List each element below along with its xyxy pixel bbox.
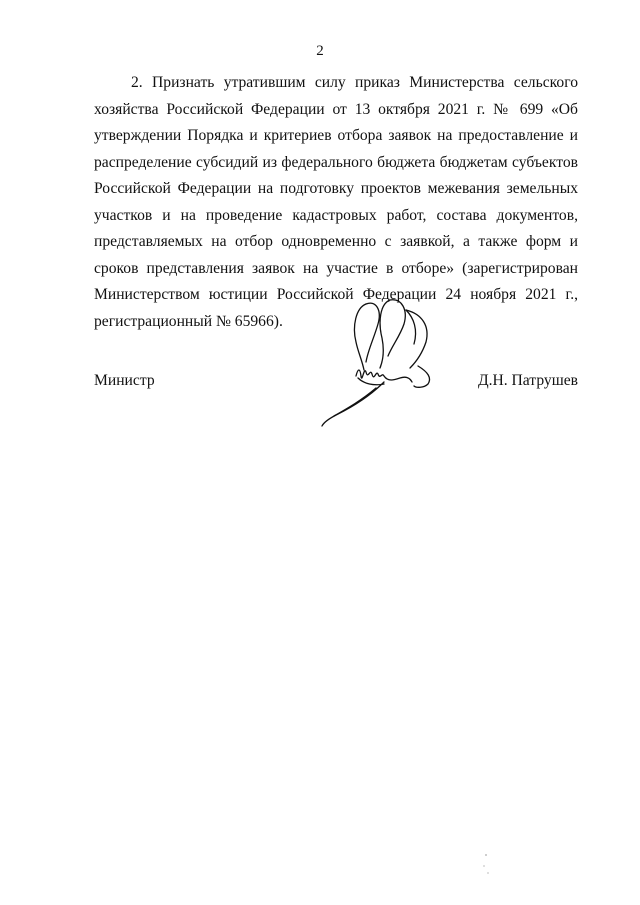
body-paragraph: 2. Признать утратившим силу приказ Министерства сельского хозяйства Российской Федерации от 13 октября 2021 г. № 699 «Об утверждении Порядка и критериев отбора заявок на предоставление и распределение субсидий из федерального бюджета бюджетам субъектов Российской Федерации на подготовку проектов межевания земельных участков и на проведение кадастровых работ, состава документов, представляемых на отбор одновременно с заявкой, а также форм и сроков представления заявок на участие в отборе» (зарегистрирован Министерством юстиции Российской Федерации 24 ноября 2021 г., регистрационный № 65966).: [94, 74, 578, 330]
signatory-position: Министр: [94, 372, 155, 389]
handwritten-signature: [318, 296, 448, 432]
signatory-name: Д.Н. Патрушев: [477, 372, 578, 389]
page-number: 2: [316, 43, 324, 59]
